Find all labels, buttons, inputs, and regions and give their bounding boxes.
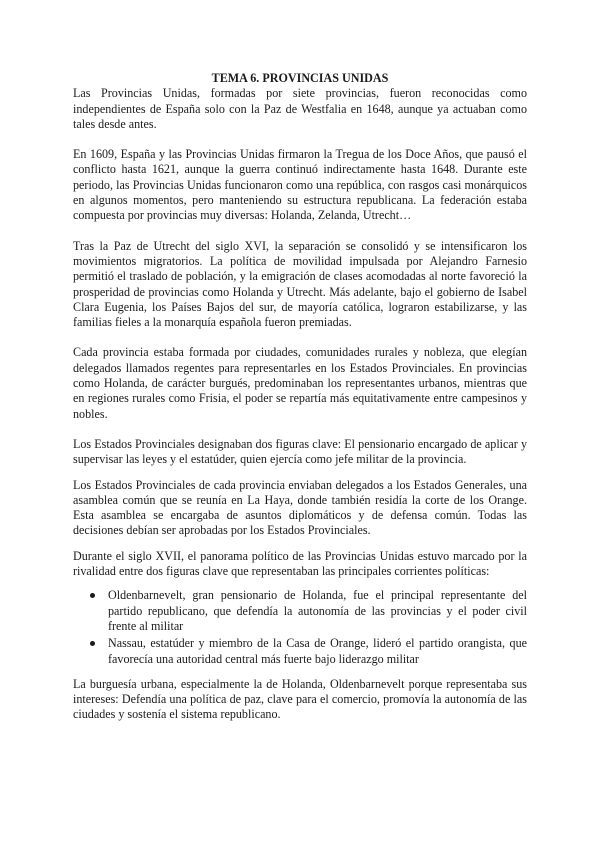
paragraph-provincias: Cada provincia estaba formada por ciudades, comunidades rurales y nobleza, que elegían delegados llamados regentes para representarles en los Estados Provinciales. En provincias como Holanda, de carácter burgués, predominaban los representantes urbanos, mientras que en regiones rurales como Frisia, el poder se repartía más equitativamente entre campesinos y nobles.	[73, 345, 527, 421]
bullet-list	[73, 588, 527, 666]
list-item	[73, 588, 527, 634]
bullet-icon	[90, 593, 95, 598]
paragraph-figuras-clave: Los Estados Provinciales designaban dos figuras clave: El pensionario encargado de aplicar y supervisar las leyes y el estatúder, quien ejercía como jefe militar de la provincia.	[73, 436, 527, 467]
paragraph-estados-generales: Los Estados Provinciales de cada provincia enviaban delegados a los Estados Generales, una asamblea común que se reunía en La Haya, donde también residía la corte de los Orange. Esta asamblea se encargaba de asuntos diplomáticos y de defensa común. Todas las decisiones debían ser aprobadas por los Estados Provinciales.	[73, 477, 527, 538]
paragraph-siglo-xvii: Durante el siglo XVII, el panorama político de las Provincias Unidas estuvo marcado por la rivalidad entre dos figuras clave que representaban las principales corrientes políticas:	[73, 548, 527, 579]
bullet-icon	[90, 641, 95, 646]
paragraph-utrecht: Tras la Paz de Utrecht del siglo XVI, la separación se consolidó y se intensificaron los movimientos migratorios. La política de movilidad impulsada por Alejandro Farnesio permitió el traslado de población, y la emigración de clases acomodadas al norte favoreció la prosperidad de provincias como Holanda y Utrecht. Más adelante, bajo el gobierno de Isabel Clara Eugenia, los Países Bajos del sur, de mayoría católica, lograron estabilizarse, y las familias fieles a la monarquía española fueron premiadas.	[73, 238, 527, 330]
list-item-text: Nassau, estatúder y miembro de la Casa de Orange, lideró el partido orangista, que favorecía una autoridad central más fuerte bajo liderazgo militar	[108, 636, 527, 666]
paragraph-tregua: En 1609, España y las Provincias Unidas firmaron la Tregua de los Doce Años, que pausó el conflicto hasta 1621, aunque la guerra continuó indirectamente hasta 1648. Durante este periodo, las Provincias Unidas funcionaron como una república, con rasgos casi monárquicos en algunos momentos, pero manteniendo su estructura republicana. La federación estaba compuesta por provincias muy diversas: Holanda, Zelanda, Utrecht…	[73, 147, 527, 223]
document-title: TEMA 6. PROVINCIAS UNIDAS	[211, 71, 389, 85]
paragraph-burguesia: La burguesía urbana, especialmente la de Holanda, Oldenbarnevelt porque representaba sus intereses: Defendía una política de paz, clave para el comercio, promovía la autonomía de las ciudades y sostenía el sistema republicano.	[73, 676, 527, 722]
list-item-text: Oldenbarnevelt, gran pensionario de Holanda, fue el principal representante del partido republicano, que defendía la autonomía de las provincias y el poder civil frente al militar	[108, 588, 527, 633]
paragraph-intro: Las Provincias Unidas, formadas por siete provincias, fueron reconocidas como independientes de España solo con la Paz de Westfalia en 1648, aunque ya actuaban como tales desde antes.	[73, 86, 527, 131]
list-item	[73, 636, 527, 667]
document-page	[73, 71, 527, 723]
